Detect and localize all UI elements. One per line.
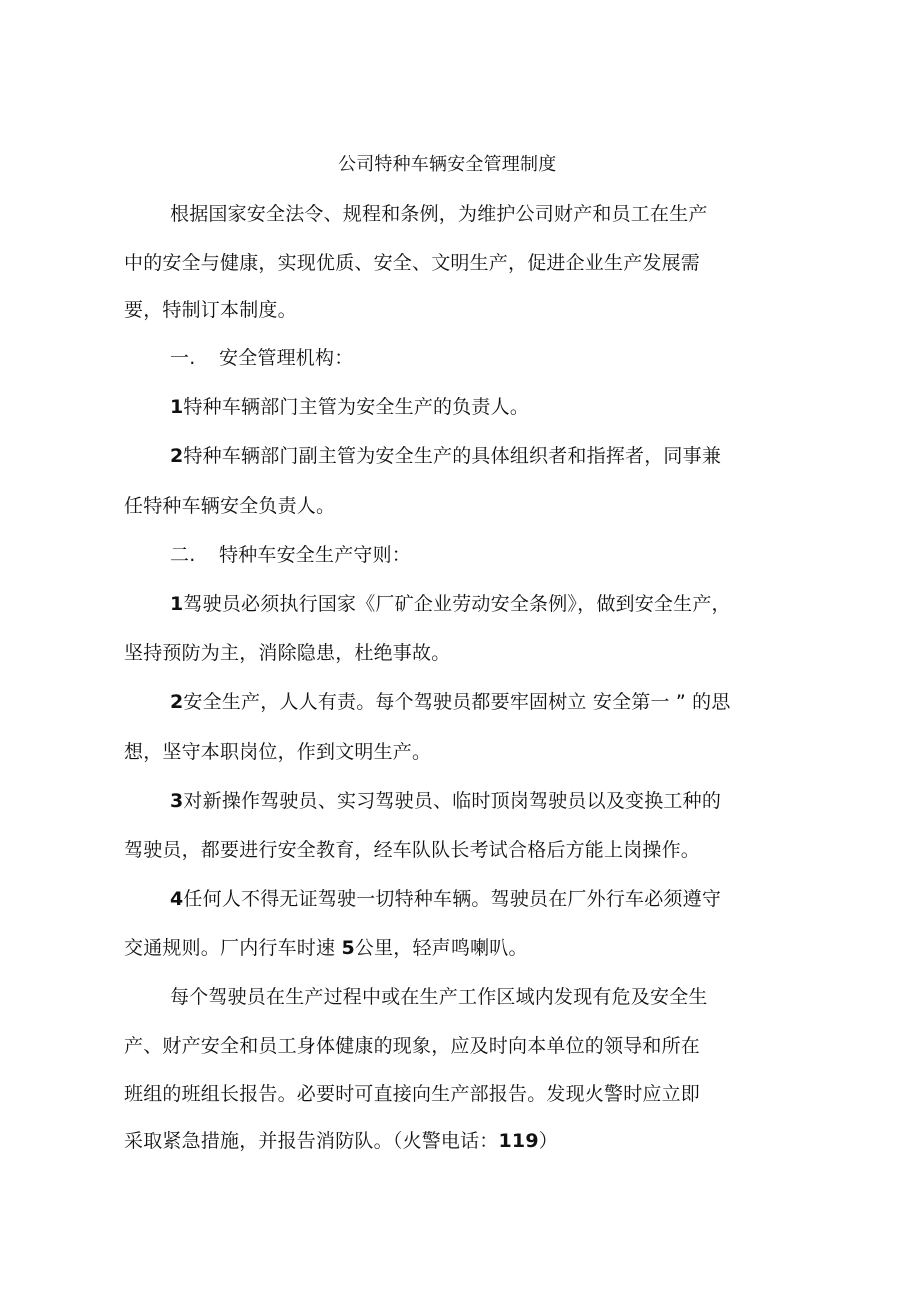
item-text-part: 公里，轻声鸣喇叭。 [354, 937, 528, 959]
list-item [170, 591, 731, 617]
list-item [170, 443, 721, 469]
item-number: 2 [170, 691, 184, 713]
item-text-continued: 驾驶员，都要进行安全教育，经车队队长考试合格后方能上岗操作。 [124, 839, 701, 861]
fire-phone-number: 119 [498, 1130, 539, 1152]
item-number: 4 [170, 888, 184, 910]
item-text: 任何人不得无证驾驶一切特种车辆。驾驶员在厂外行车必须遵守 [183, 888, 722, 910]
item-text: 对新操作驾驶员、实习驾驶员、临时顶岗驾驶员以及变换工种的 [183, 790, 722, 812]
item-text: 安全生产，人人有责。每个驾驶员都要牢固树立 安全第一 ” 的思 [183, 691, 731, 713]
item-text: 驾驶员必须执行国家《厂矿企业劳动安全条例》，做到安全生产， [183, 593, 731, 615]
final-para-line-2: 产、财产安全和员工身体健康的现象，应及时向本单位的领导和所在 [124, 1035, 701, 1057]
final-para-line-3: 班组的班组长报告。必要时可直接向生产部报告。发现火警时应立即 [124, 1083, 701, 1105]
intro-line-1: 根据国家安全法令、规程和条例，为维护公司财产和员工在生产 [170, 203, 708, 225]
section-heading-text: 特种车安全生产守则： [219, 544, 412, 566]
item-number: 1 [170, 593, 184, 615]
speed-value: 5 [341, 937, 355, 959]
item-text-continued: 坚持预防为主，消除隐患，杜绝事故。 [124, 642, 451, 664]
list-item [170, 788, 721, 814]
item-text-part: 交通规则。厂内行车时速 [124, 937, 342, 959]
final-para-line-1: 每个驾驶员在生产过程中或在生产工作区域内发现有危及安全生 [170, 986, 708, 1008]
item-number: 2 [170, 445, 184, 467]
item-text: 特种车辆部门副主管为安全生产的具体组织者和指挥者，同事兼 [183, 445, 722, 467]
item-number: 3 [170, 790, 184, 812]
final-text-part: 采取紧急措施，并报告消防队。（火警电话： [124, 1130, 499, 1152]
item-number: 1 [170, 396, 184, 418]
list-item [170, 394, 529, 420]
section-heading-text: 安全管理机构： [219, 347, 354, 369]
intro-line-2: 中的安全与健康，实现优质、安全、文明生产，促进企业生产发展需 [124, 252, 701, 274]
section-marker: 二. [170, 544, 196, 566]
section-marker: 一. [170, 347, 196, 369]
section-heading-1 [170, 345, 353, 371]
item-text: 特种车辆部门主管为安全生产的负责人。 [183, 396, 530, 418]
item-text-continued: 想，坚守本职岗位，作到文明生产。 [124, 741, 432, 763]
page-title: 公司特种车辆安全管理制度 [338, 154, 557, 175]
list-item [170, 886, 721, 912]
intro-line-3: 要，特制订本制度。 [124, 299, 297, 321]
final-para-line-4 [124, 1128, 558, 1154]
item-text-continued: 任特种车辆安全负责人。 [124, 495, 336, 517]
list-item [170, 689, 731, 715]
section-heading-2 [170, 542, 411, 568]
final-text-part: ） [538, 1130, 558, 1152]
item-text-continued [124, 935, 528, 961]
